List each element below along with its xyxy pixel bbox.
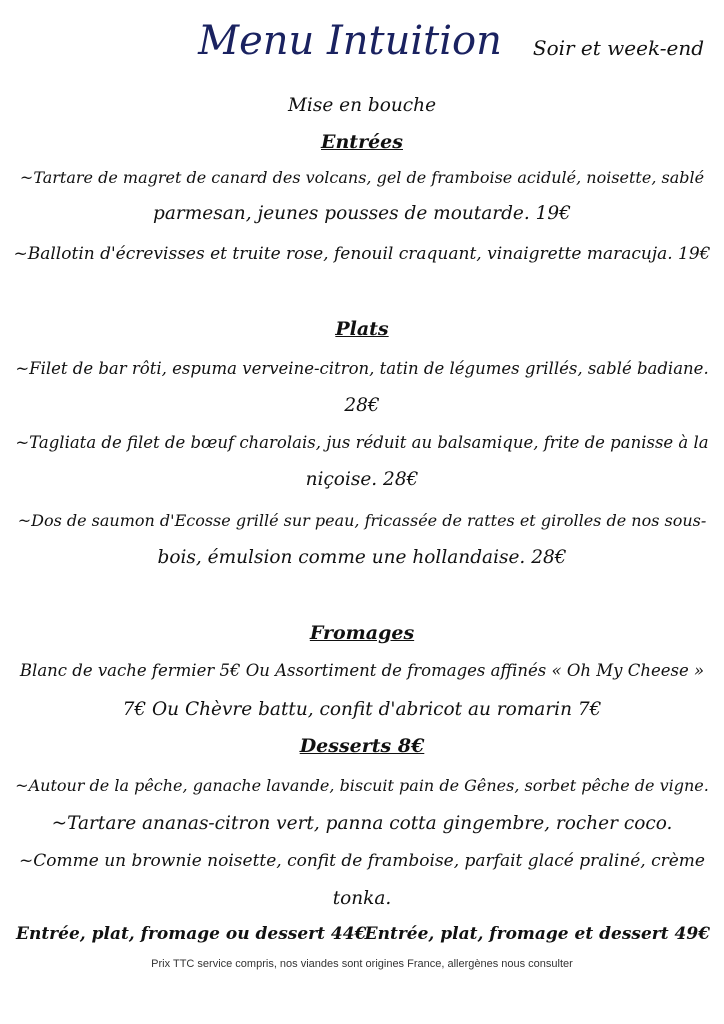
menu-line: ~Tartare ananas-citron vert, panna cotta gingembre, rocher coco. [51, 813, 673, 834]
formula-left: Entrée, plat, fromage ou dessert 44€ [16, 924, 367, 944]
footer-note: Prix TTC service compris, nos viandes sont origines France, allergènes nous consulter [151, 958, 573, 970]
menu-line: parmesan, jeunes pousses de moutarde. 19€ [153, 203, 571, 224]
section-heading-plats: Plats [335, 318, 389, 340]
menu-line: bois, émulsion comme une hollandaise. 28€ [157, 547, 567, 568]
formula-right: Entrée, plat, fromage et dessert 49€ [364, 924, 710, 944]
menu-line: 28€ [344, 395, 380, 416]
mise-en-bouche: Mise en bouche [287, 95, 437, 116]
section-heading-entrees: Entrées [321, 131, 403, 153]
menu-subtitle: Soir et week-end [532, 36, 704, 60]
menu-line: ~Filet de bar rôti, espuma verveine-citron, tatin de légumes grillés, sablé badiane. [15, 359, 709, 378]
section-heading-desserts: Desserts 8€ [299, 735, 425, 757]
section-heading-fromages: Fromages [309, 622, 415, 644]
menu-line: ~Tagliata de filet de bœuf charolais, jus réduit au balsamique, frite de panisse à la [15, 433, 709, 452]
menu-line: niçoise. 28€ [305, 469, 419, 490]
menu-line: tonka. [332, 888, 392, 909]
menu-title: Menu Intuition [198, 18, 502, 64]
menu-line: Blanc de vache fermier 5€ Ou Assortiment de fromages affinés « Oh My Cheese » [19, 661, 705, 680]
menu-line: ~Autour de la pêche, ganache lavande, biscuit pain de Gênes, sorbet pêche de vigne. [15, 776, 709, 795]
menu-line: ~Tartare de magret de canard des volcans, gel de framboise acidulé, noisette, sablé [19, 168, 705, 187]
menu-line: 7€ Ou Chèvre battu, confit d'abricot au romarin 7€ [122, 699, 602, 720]
menu-line: ~Dos de saumon d'Ecosse grillé sur peau, fricassée de rattes et girolles de nos sous- [17, 511, 707, 530]
menu-line: ~Comme un brownie noisette, confit de framboise, parfait glacé praliné, crème [19, 851, 705, 871]
menu-line: ~Ballotin d'écrevisses et truite rose, fenouil craquant, vinaigrette maracuja. 19€ [13, 244, 711, 264]
